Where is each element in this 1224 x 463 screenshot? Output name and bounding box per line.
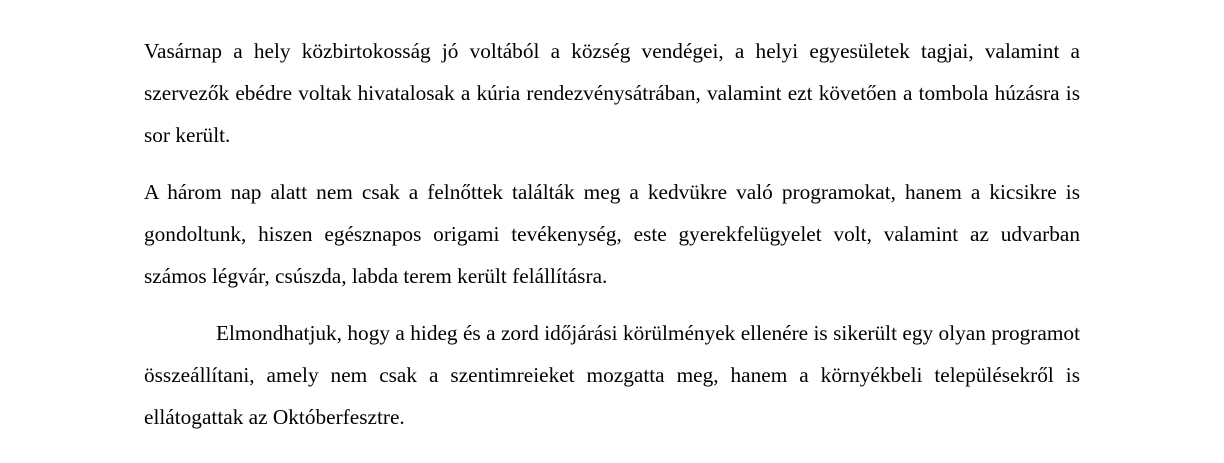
- document-page: [144, 30, 1080, 453]
- paragraph-children-programs: A három nap alatt nem csak a felnőttek találták meg a kedvükre való programokat, hanem a kicsikre is gondoltunk, hiszen egésznapos origami tevékenység, este gyerekfelügyelet volt, valamint az udvarban számos légvár, csúszda, labda terem került felállításra.: [144, 180, 1080, 288]
- paragraph-conclusion: Elmondhatjuk, hogy a hideg és a zord időjárási körülmények ellenére is sikerült egy olyan programot összeállítani, amely nem csak a szentimreieket mozgatta meg, hanem a környékbeli településekről is ellátogattak az Októberfesztre.: [144, 321, 1080, 429]
- paragraph-sunday-lunch: Vasárnap a hely közbirtokosság jó voltából a község vendégei, a helyi egyesületek tagjai, valamint a szervezők ebédre voltak hivatalosak a kúria rendezvénysátrában, valamint ezt követően a tombola húzásra is sor került.: [144, 39, 1080, 147]
